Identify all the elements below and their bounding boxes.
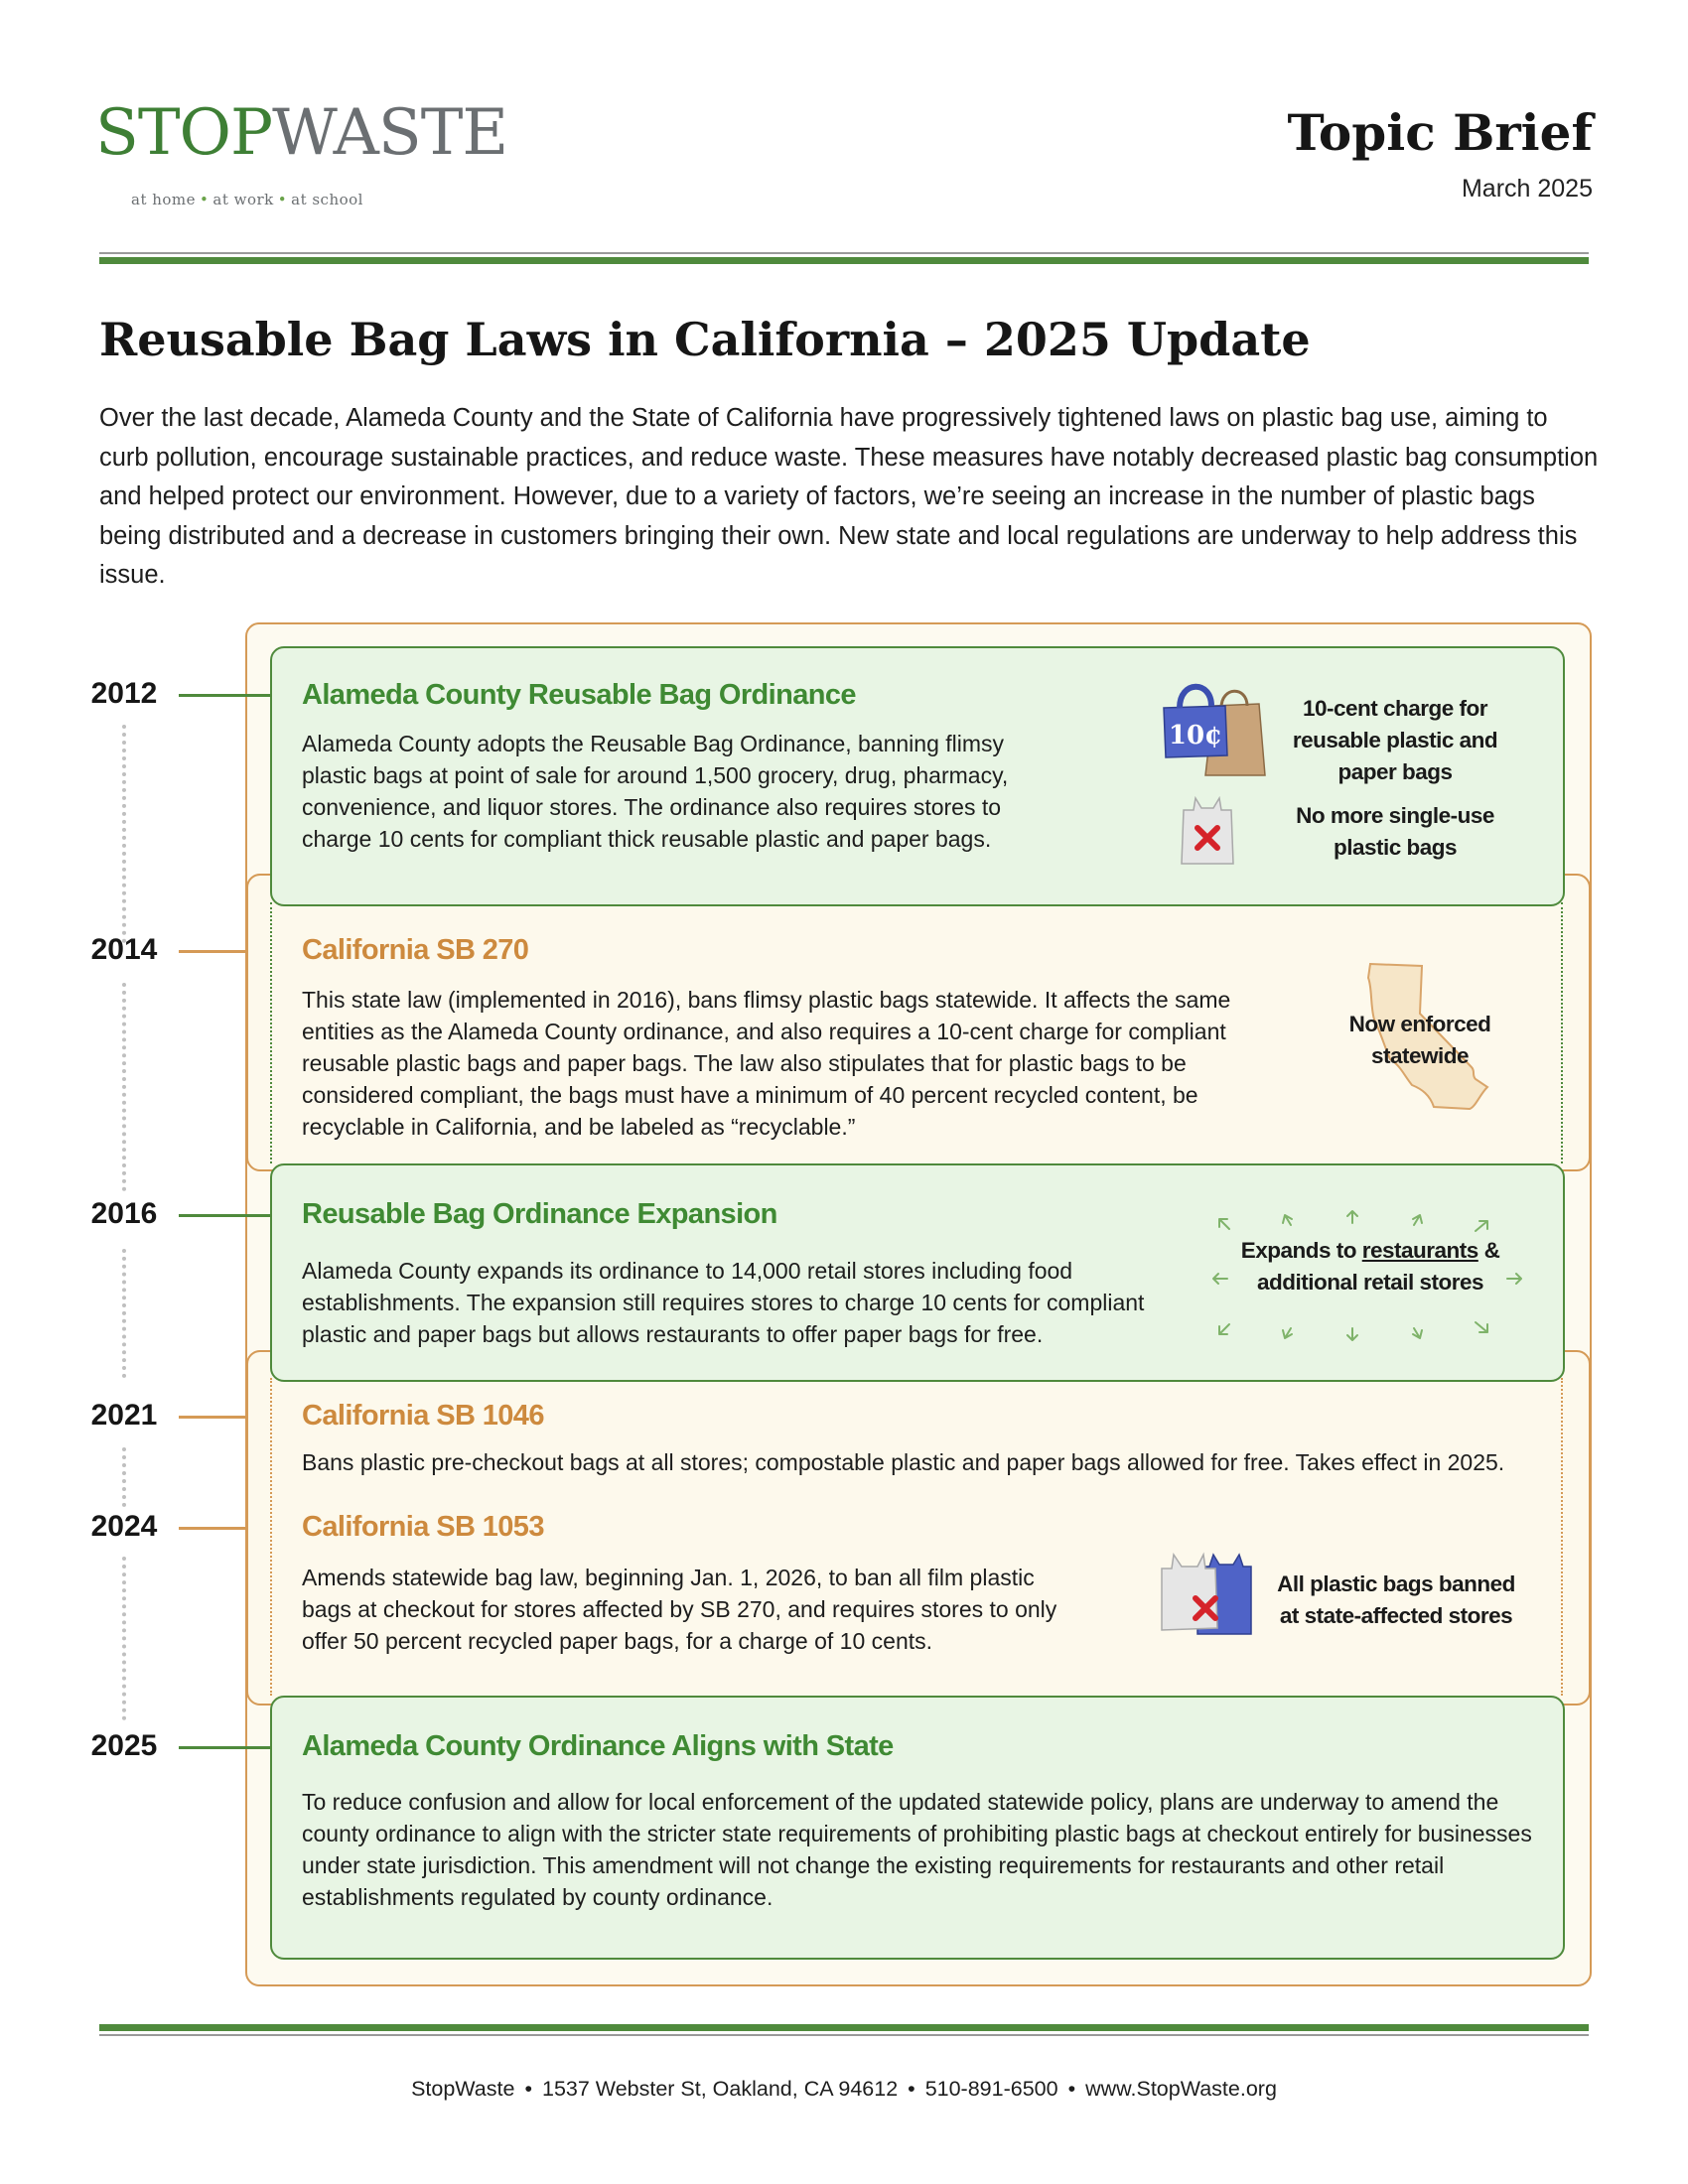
year-2014: 2014 <box>90 933 158 966</box>
section-title: Alameda County Ordinance Aligns with State <box>302 1730 894 1762</box>
year-2024: 2024 <box>90 1510 158 1543</box>
footer-contact: StopWaste • 1537 Webster St, Oakland, CA 94612 • 510-891-6500 • www.StopWaste.org <box>411 2077 1277 2101</box>
ten-cent-bag-icon <box>1162 678 1271 777</box>
restaurants-underlined: restaurants <box>1361 1238 1478 1263</box>
timeline-dots <box>122 725 126 943</box>
section-body: Bans plastic pre-checkout bags at all stores; compostable plastic and paper bags allowed for free. Takes effect in 2025. <box>302 1449 1505 1475</box>
divider-line <box>270 902 272 1163</box>
footer-website[interactable]: www.StopWaste.org <box>1085 2077 1277 2101</box>
stopwaste-logo <box>95 95 508 214</box>
banned-bags-icon <box>1158 1549 1253 1638</box>
footer-phone: 510-891-6500 <box>924 2077 1058 2101</box>
section-body: Alameda County adopts the Reusable Bag Ordinance, banning flimsy plastic bags at point of sale for around 1,500 grocery, drug, pharmacy, convenience, and liquor stores. The ordinance also requires stores to charge 10 cents for compliant thick reusable plastic and paper bags. <box>302 731 1009 852</box>
expansion-note: Expands to restaurants & additional retail stores <box>1240 1238 1500 1295</box>
intro-paragraph: Over the last decade, Alameda County and the State of California have progressively tightened laws on plastic bag use, aiming to curb pollution, encourage sustainable practices, and reduce waste. These measures have notably decreased plastic bag consumption and helped protect our environment. However, due to a variety of factors, we’re seeing an increase in the number of plastic bags being distributed and a decrease in customers bringing their own. New state and local regulations are underway to help address this issue. <box>99 404 1599 589</box>
page-title: Reusable Bag Laws in California – 2025 Update <box>99 313 1311 366</box>
all-bags-banned-note: All plastic bags banned at state-affected stores <box>1277 1571 1515 1628</box>
section-body: This state law (implemented in 2016), bans flimsy plastic bags statewide. It affects the same entities as the Alameda County ordinance, and also requires a 10-cent charge for compliant reusable plastic bags and paper bags. The law also stipulates that for plastic bags to be considered compliant, the bags must have a minimum of 40 percent recycled content, be recyclable in California, and be labeled as “recyclable.” <box>302 987 1231 1140</box>
year-connector <box>179 950 246 953</box>
year-2012: 2012 <box>90 677 158 710</box>
statewide-note: Now enforced statewide <box>1348 1012 1491 1068</box>
year-connector <box>179 694 270 697</box>
ten-cent-label: 10¢ <box>1168 721 1223 751</box>
year-connector <box>179 1214 270 1217</box>
year-2021: 2021 <box>90 1399 158 1432</box>
divider-line <box>1561 902 1563 1163</box>
timeline-dots <box>122 1447 126 1507</box>
year-2025: 2025 <box>90 1729 158 1762</box>
section-body: Alameda County expands its ordinance to 14,000 retail stores including food establishments. The expansion still requires stores to charge 10 cents for compliant plastic and paper bags but allows restaurants to offer paper bags for free. <box>302 1258 1145 1347</box>
topic-brief-label: Topic Brief <box>1287 103 1593 162</box>
header-rule-thick <box>99 257 1589 264</box>
timeline-dots <box>122 983 126 1191</box>
logo-wordmark: STOPWASTE <box>95 96 508 170</box>
brief-date: March 2025 <box>1461 175 1593 203</box>
section-title: California SB 1053 <box>302 1511 544 1543</box>
ten-cent-note: 10-cent charge for reusable plastic and paper bags <box>1292 696 1498 784</box>
footer-rule-thick <box>99 2024 1589 2031</box>
divider-line <box>270 1378 272 1696</box>
section-title: Reusable Bag Ordinance Expansion <box>302 1198 777 1230</box>
section-title: California SB 1046 <box>302 1400 544 1432</box>
section-title: California SB 270 <box>302 934 529 966</box>
section-body: Amends statewide bag law, beginning Jan. 1, 2026, to ban all film plastic bags at checkout for stores affected by SB 270, and requires stores to only offer 50 percent recycled paper bags, for a charge of 10 cents. <box>302 1565 1057 1654</box>
header-rule-thin <box>99 252 1589 254</box>
banned-plastic-bag-icon <box>1178 794 1237 870</box>
timeline-dots <box>122 1557 126 1720</box>
footer-org: StopWaste <box>411 2077 515 2101</box>
footer-address: 1537 Webster St, Oakland, CA 94612 <box>541 2077 899 2101</box>
year-connector <box>179 1416 246 1419</box>
footer-rule-thin <box>99 2034 1589 2036</box>
logo-tagline: at home • at work • at school <box>131 191 363 208</box>
year-2016: 2016 <box>90 1197 158 1230</box>
timeline-dots <box>122 1249 126 1378</box>
year-connector <box>179 1746 270 1749</box>
section-title: Alameda County Reusable Bag Ordinance <box>302 679 856 711</box>
divider-line <box>1561 1378 1563 1696</box>
single-use-note: No more single-use plastic bags <box>1296 803 1494 860</box>
year-connector <box>179 1527 246 1530</box>
section-body: To reduce confusion and allow for local enforcement of the updated statewide policy, plans are underway to amend the county ordinance to align with the stricter state requirements of prohibiting plastic bags at checkout entirely for businesses under state jurisdiction. This amendment will not change the existing requirements for restaurants and other retail establishments regulated by county ordinance. <box>302 1789 1532 1910</box>
